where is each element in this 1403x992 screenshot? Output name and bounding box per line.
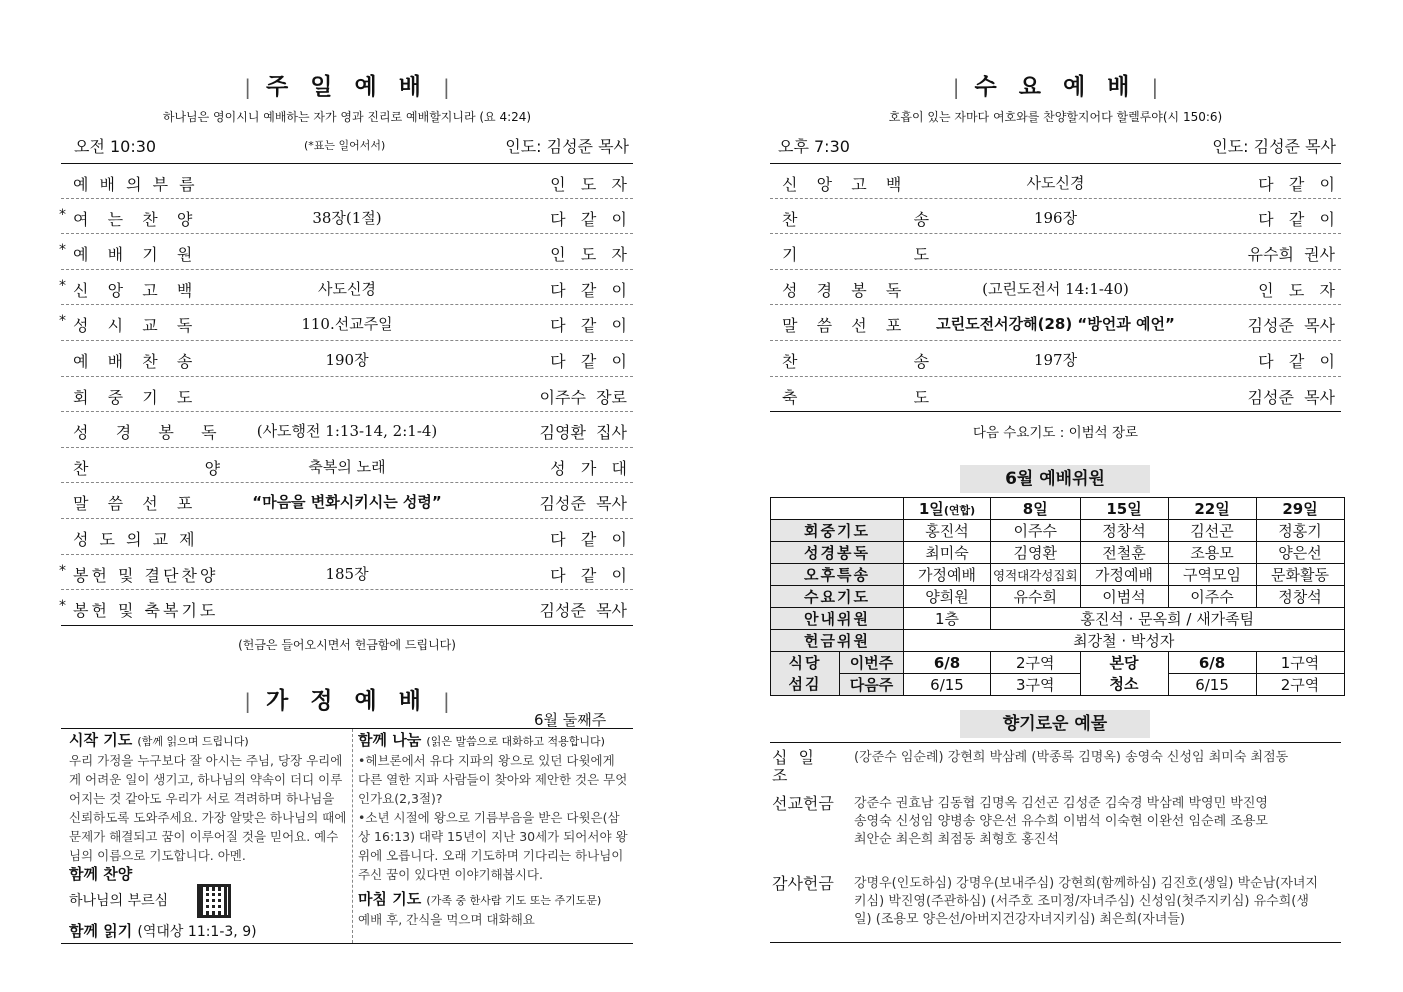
cell: 구역모임 [1168, 564, 1256, 586]
cell: 홍진석 [904, 520, 991, 542]
order-item-content: 축복의 노래 [308, 457, 386, 476]
order-item-content: 190장 [325, 350, 369, 369]
order-item-name: 찬 양 [73, 458, 224, 478]
order-item-by: 인 도 자 [550, 245, 627, 265]
order-item-by: 김영환 집사 [539, 423, 627, 443]
order-item-content: “마음을 변화시키시는 성령” [252, 493, 442, 512]
offering-names: 강준수 권효남 김동협 김명옥 김선곤 김성준 김숙경 박삼례 박영민 박진영 송영숙 신성임 양병송 양은선 유수희 이범석 이숙현 이완선 임순례 조용모 최안순 최은희 최점동 최형호 홍진석 [854, 796, 1268, 847]
close-sub: (가족 중 한사람 기도 또는 주기도문) [426, 894, 602, 907]
order-row [61, 519, 633, 555]
offering-label: 감사헌금 [772, 874, 834, 893]
order-row [770, 377, 1341, 413]
this-week-label: 이번주 [840, 652, 904, 674]
order-item-by: 이주수 장로 [539, 387, 627, 407]
song-line [69, 884, 347, 918]
row-label: 오후특송 [771, 564, 904, 586]
committee-row [771, 586, 1345, 608]
offering-names: (강준수 임순례) 강현희 박삼례 (박종록 김명옥) 송영숙 신성임 최미숙 최점동 [854, 750, 1289, 765]
order-row [61, 448, 633, 484]
order-item-name: 예 배 찬 송 [73, 351, 196, 371]
date-5: 29일 [1256, 498, 1344, 520]
next-prayer: 다음 수요기도 : 이범석 장로 [972, 425, 1139, 441]
order-item-name: 봉헌 및 결단찬양 [73, 565, 219, 585]
stand-note: (*표는 일어서서) [304, 139, 386, 152]
committee-row [771, 520, 1345, 542]
order-item-by: 다 같 이 [550, 565, 627, 585]
order-row [61, 412, 633, 448]
row-label: 성경봉독 [771, 542, 904, 564]
usher-label: 안내위원 [771, 608, 904, 630]
qr-code-icon[interactable] [197, 884, 231, 918]
wednesday-title: | 수 요 예 배 | [952, 74, 1159, 100]
meal-this-date: 6/8 [904, 652, 991, 674]
order-item-name: 기 도 [782, 245, 933, 265]
order-item-by: 다 같 이 [550, 529, 627, 549]
order-item-by: 다 같 이 [1258, 351, 1335, 371]
offering-label: 십 일 조 [772, 748, 817, 785]
sunday-verse: 하나님은 영이시니 예배하는 자가 영과 진리로 예배할지니라 (요 4:24) [162, 110, 532, 124]
order-item-content: 사도신경 [318, 279, 376, 298]
usher-row [771, 608, 1345, 630]
offering-committee-row [771, 630, 1345, 652]
reading-ref: (역대상 11:1-3, 9) [137, 924, 257, 940]
offering-names: 강명우(인도하심) 강명우(보내주심) 강현희(함께하심) 김진호(생일) 박순남(자녀지키심) 박진영(주관하심) (서주호 조미정/자녀주심) 신성임(첫주지키심) 유수희(생일) (조용모 양은선/아버지건강자녀지키심) 최은희(자녀들) [854, 876, 1319, 927]
family-week: 6월 둘째주 [534, 711, 607, 729]
order-item-name: 성 경 봉 독 [73, 423, 220, 443]
sunday-leader: 인도: 김성준 목사 [505, 137, 629, 156]
share-question-2: •소년 시절에 왕으로 기름부음을 받은 다윗은(삼상 16:13) 대략 15년이 지난 30세가 되어서야 왕위에 오릅니다. 오래 기도하며 기다리는 하나님이 주신 꿈이 있다면 이야기해봅시다. [358, 810, 628, 882]
standing-marker: * [59, 313, 66, 330]
start-prayer-sub: (함께 읽으며 드립니다) [137, 735, 249, 748]
clean-this-group: 1구역 [1256, 652, 1344, 674]
committee-header-row [771, 498, 1345, 520]
order-row [770, 270, 1341, 306]
wednesday-leader: 인도: 김성준 목사 [1212, 137, 1336, 156]
date-4: 22일 [1168, 498, 1256, 520]
order-item-by: 인 도 자 [1258, 280, 1335, 300]
standing-marker: * [59, 206, 66, 223]
order-row [61, 305, 633, 341]
meal-this-group: 2구역 [991, 652, 1081, 674]
share-title: 함께 나눔 [358, 731, 422, 749]
order-item-by: 다 같 이 [550, 351, 627, 371]
order-row [770, 163, 1341, 199]
order-item-content: (사도행전 1:13-14, 2:1-4) [256, 422, 438, 441]
share-heading [358, 731, 630, 751]
order-item-name: 찬 송 [782, 351, 933, 371]
sunday-order-list [61, 163, 633, 626]
order-item-content: 고린도전서강해(28) “방언과 예언” [936, 315, 1175, 334]
order-item-name: 예 배 기 원 [73, 245, 196, 265]
order-item-by: 인 도 자 [550, 175, 627, 194]
date-3: 15일 [1080, 498, 1168, 520]
sunday-title: | 주 일 예 배 | [244, 74, 450, 100]
cell: 가정예배 [1080, 564, 1168, 586]
order-item-name: 축 도 [782, 387, 933, 407]
order-item-name: 신 앙 고 백 [73, 280, 196, 300]
committee-table [770, 497, 1345, 696]
wednesday-verse: 호흡이 있는 자마다 여호와를 찬양할지어다 할렐루야(시 150:6) [888, 110, 1223, 124]
order-item-by: 김성준 목사 [1247, 316, 1335, 336]
close-text: 예배 후, 간식을 먹으며 대화해요 [358, 912, 535, 927]
song-title: 함께 찬양 [69, 865, 133, 883]
clean-next-group: 2구역 [1256, 674, 1344, 696]
order-item-by: 김성준 목사 [539, 494, 627, 514]
cell: 양희원 [904, 586, 991, 608]
order-row [61, 234, 633, 270]
usher-names: 홍진석 · 문옥희 / 새가족팀 [991, 608, 1345, 630]
cell: 이범석 [1080, 586, 1168, 608]
order-item-name: 성 경 봉 독 [782, 280, 905, 300]
order-item-name: 성 도 의 교 제 [73, 529, 198, 549]
order-row [61, 341, 633, 377]
cell: 정창석 [1080, 520, 1168, 542]
standing-marker: * [59, 242, 66, 259]
wednesday-title-text: 수 요 예 배 [974, 74, 1137, 100]
cell: 조용모 [1168, 542, 1256, 564]
order-item-by: 다 같 이 [1258, 209, 1335, 229]
family-title: | 가 정 예 배 | [244, 688, 450, 714]
cell: 이주수 [1168, 586, 1256, 608]
share-sub: (읽은 말씀으로 대화하고 적용합니다) [426, 735, 605, 748]
order-row [770, 199, 1341, 235]
clean-this-date: 6/8 [1168, 652, 1256, 674]
cell: 이주수 [991, 520, 1081, 542]
sunday-title-text: 주 일 예 배 [266, 74, 428, 100]
meal-next-group: 3구역 [991, 674, 1081, 696]
order-row [61, 483, 633, 519]
offering-label: 선교헌금 [772, 794, 834, 813]
close-title: 마침 기도 [358, 890, 422, 908]
reading-line [69, 922, 347, 942]
order-item-by: 성 가 대 [550, 458, 627, 478]
cell: 가정예배 [904, 564, 991, 586]
order-row [770, 234, 1341, 270]
sunday-time: 오전 10:30 [74, 137, 157, 156]
start-prayer-title: 시작 기도 [69, 731, 133, 749]
cell: 정창석 [1256, 586, 1344, 608]
order-row [61, 590, 633, 626]
cell: 김영환 [991, 542, 1081, 564]
order-item-by: 다 같 이 [550, 280, 627, 300]
meal-row-next [771, 674, 1345, 696]
cell: 유수희 [991, 586, 1081, 608]
meal-row-this [771, 652, 1345, 674]
share-question-1: •헤브론에서 유다 지파의 왕으로 있던 다윗에게 다른 열한 지파 사람들이 찾아와 제안한 것은 무엇인가요(2,3절)? [358, 753, 628, 806]
reading-title: 함께 읽기 [69, 922, 133, 940]
cell: 김선곤 [1168, 520, 1256, 542]
date-1: 1일(연합) [904, 498, 991, 520]
order-item-name: 여 는 찬 양 [73, 209, 196, 229]
order-row [770, 305, 1341, 341]
offerings-title: 향기로운 예물 [960, 710, 1150, 738]
row-label: 수요기도 [771, 586, 904, 608]
family-right-column [358, 731, 630, 929]
order-item-content: 196장 [1033, 208, 1078, 227]
cell: 최미숙 [904, 542, 991, 564]
committee-corner [771, 498, 904, 520]
cell: 정홍기 [1256, 520, 1344, 542]
order-row [61, 199, 633, 235]
close-heading [358, 890, 630, 910]
date-2: 8일 [991, 498, 1081, 520]
order-row [770, 341, 1341, 377]
start-prayer-heading [69, 731, 347, 751]
order-item-by: 다 같 이 [1258, 175, 1335, 194]
order-item-content: 197장 [1033, 350, 1078, 369]
cell: 양은선 [1256, 542, 1344, 564]
offering-note: (헌금은 들어오시면서 헌금함에 드립니다) [238, 638, 456, 652]
wednesday-order-list [770, 163, 1341, 412]
cell: 영적대각성집회 [991, 564, 1081, 586]
committee-title: 6월 예배위원 [960, 465, 1150, 493]
order-row [61, 163, 633, 199]
order-item-name: 회 중 기 도 [73, 387, 196, 407]
standing-marker: * [59, 598, 66, 615]
offering-committee-names: 최강철 · 박성자 [904, 630, 1345, 652]
standing-marker: * [59, 562, 66, 579]
order-item-content: (고린도전서 14:1-40) [982, 279, 1129, 298]
standing-marker: * [59, 277, 66, 294]
family-worship-box [61, 728, 633, 944]
order-item-content: 사도신경 [1026, 174, 1085, 192]
order-item-name: 찬 송 [782, 209, 933, 229]
order-item-content: 185장 [325, 564, 369, 583]
cell: 전철훈 [1080, 542, 1168, 564]
family-left-column [69, 731, 347, 942]
order-row [61, 377, 633, 413]
order-item-content: 110.선교주일 [301, 315, 393, 334]
usher-floor: 1층 [904, 608, 991, 630]
meal-label: 식당 섬김 [771, 652, 840, 696]
order-item-name: 성 시 교 독 [73, 316, 196, 336]
order-item-name: 신 앙 고 백 [782, 175, 905, 194]
order-item-by: 다 같 이 [550, 316, 627, 336]
meal-next-date: 6/15 [904, 674, 991, 696]
offerings-box [770, 742, 1341, 943]
order-item-by: 다 같 이 [550, 209, 627, 229]
order-item-name: 예 배 의 부 름 [73, 175, 198, 194]
committee-row [771, 542, 1345, 564]
song-name: 하나님의 부르심 [69, 893, 169, 909]
order-item-name: 말 씀 선 포 [782, 316, 905, 336]
order-item-name: 말 씀 선 포 [73, 494, 196, 514]
order-row [61, 555, 633, 591]
clean-label: 본당 청소 [1080, 652, 1168, 696]
wednesday-time: 오후 7:30 [778, 137, 850, 156]
order-item-by: 유수희 권사 [1247, 245, 1335, 265]
offering-committee-label: 헌금위원 [771, 630, 904, 652]
clean-next-date: 6/15 [1168, 674, 1256, 696]
row-label: 회중기도 [771, 520, 904, 542]
order-item-by: 김성준 목사 [539, 601, 627, 621]
order-row [61, 270, 633, 306]
order-item-by: 김성준 목사 [1247, 387, 1335, 407]
family-divider [352, 729, 353, 943]
family-title-text: 가 정 예 배 [266, 688, 428, 714]
cell: 문화활동 [1256, 564, 1344, 586]
order-item-name: 봉헌 및 축복기도 [73, 601, 219, 621]
next-week-label: 다음주 [840, 674, 904, 696]
order-item-content: 38장(1절) [312, 208, 382, 227]
start-prayer-text: 우리 가정을 누구보다 잘 아시는 주님, 당장 우리에게 어려운 일이 생기고, 하나님의 약속이 더디 이루어지는 것 같아도 우리가 서로 격려하며 하나님을 신뢰하도록 도와주세요. 가장 알맞은 하나님의 때에 문제가 해결되고 꿈이 이루어질 것을 믿어요. 예수님의 이름으로 기도합니다. 아멘. [69, 753, 347, 863]
committee-row [771, 564, 1345, 586]
